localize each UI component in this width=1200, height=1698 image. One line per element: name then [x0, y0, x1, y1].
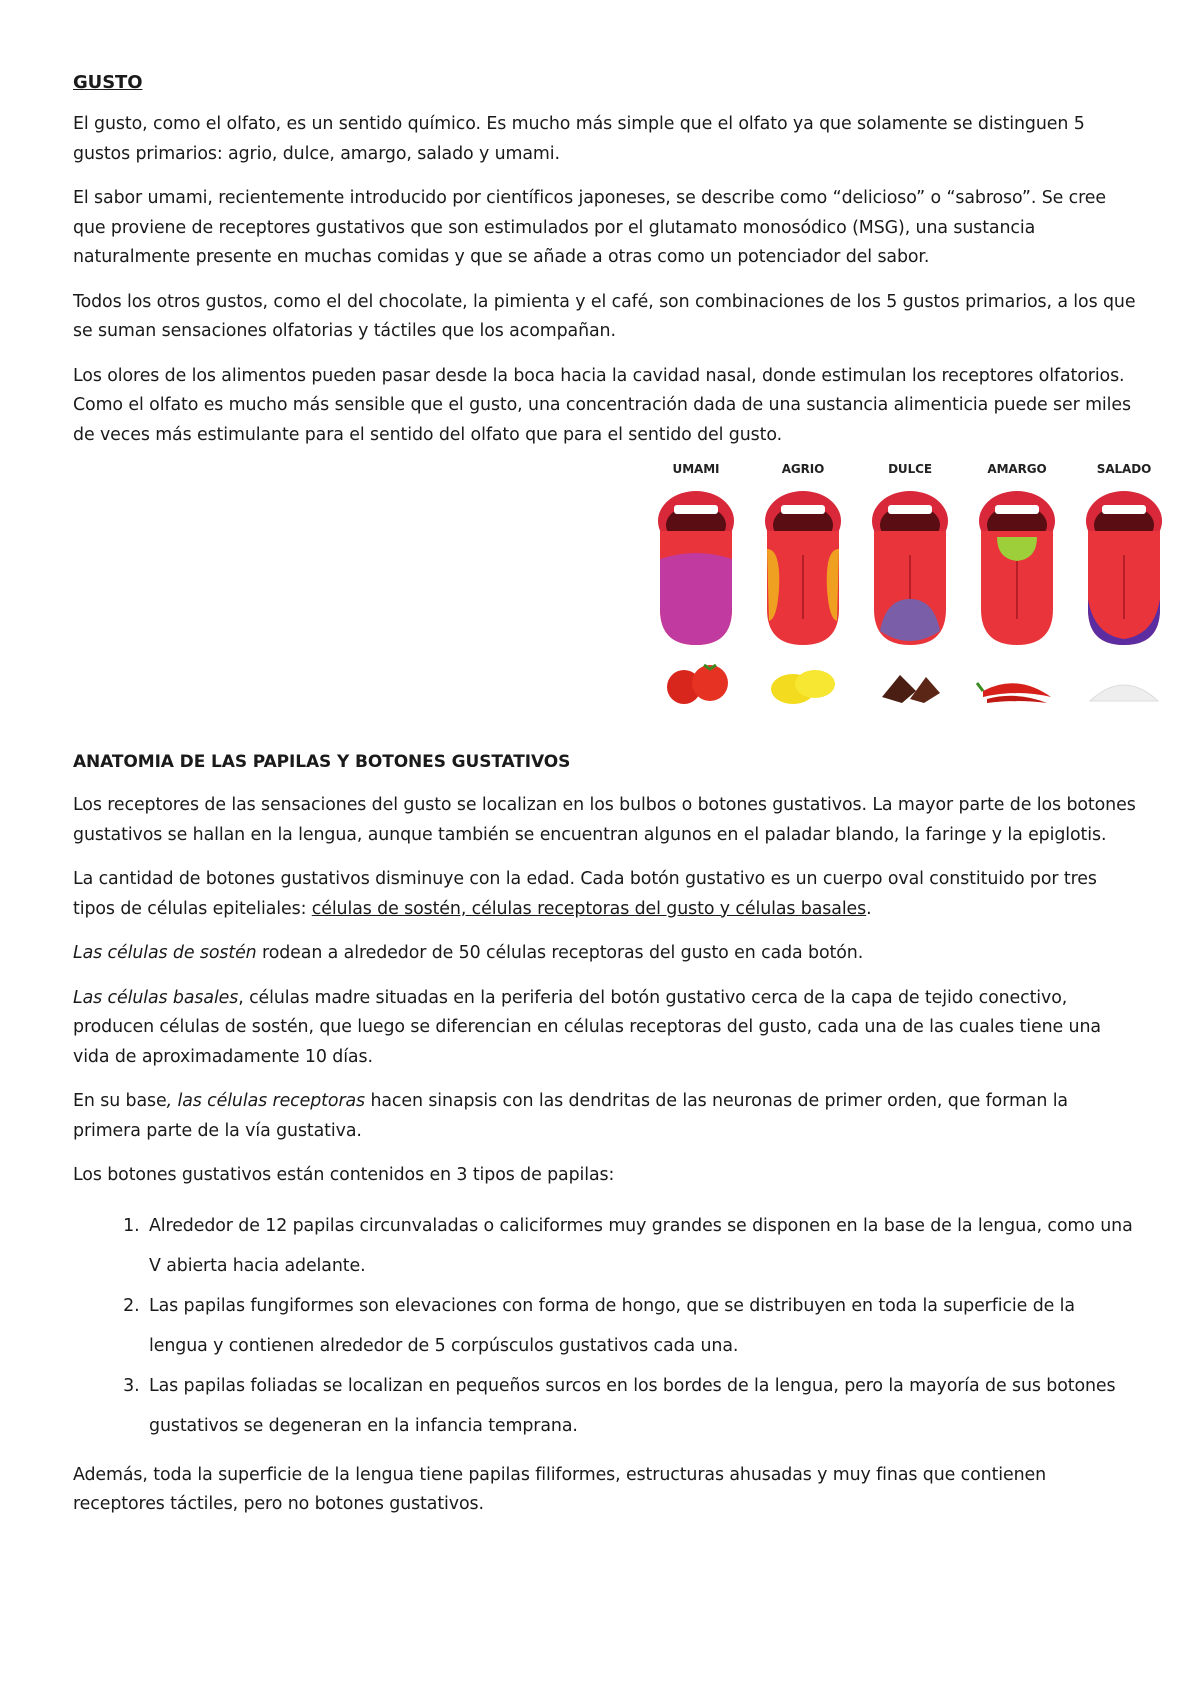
paragraph-other-tastes: Todos los otros gustos, como el del chocolate, la pimienta y el café, son combinaciones de los 5 gustos primarios, a los que se suman sensaciones olfatorias y táctiles que los acompañan. — [73, 291, 1136, 341]
taste-tongue-illustration — [631, 459, 1200, 743]
papillae-list — [73, 1206, 1138, 1446]
teeth — [888, 505, 932, 514]
teeth — [674, 505, 718, 514]
tomato-icon — [667, 665, 728, 704]
teeth — [781, 505, 825, 514]
taste-label: DULCE — [888, 462, 932, 476]
taste-zone — [660, 553, 732, 645]
paragraph-cell-types: La cantidad de botones gustativos disminuye con la edad. Cada botón gustativo es un cuerpo oval constituido por tres tipos de células epiteliales: células de sostén, células receptoras del gusto y células basales. — [73, 869, 1097, 919]
lemon-icon — [771, 670, 835, 704]
teeth — [1102, 505, 1146, 514]
taste-column-salado — [1086, 462, 1162, 701]
document-page — [73, 70, 1152, 1535]
taste-label: UMAMI — [672, 462, 720, 476]
underlined-cell-types: células de sostén, células receptoras del gusto y células basales — [311, 898, 867, 919]
salt-icon — [1090, 685, 1158, 701]
taste-column-amargo — [977, 462, 1055, 703]
taste-column-dulce — [872, 462, 948, 703]
paragraph-smell: Los olores de los alimentos pueden pasar desde la boca hacia la cavidad nasal, donde estimulan los receptores olfatorios. Como el olfato es mucho más sensible que el gusto, una concentración dada de una sustancia alimenticia puede ser miles de veces más estimulante para el sentido del olfato que para el sentido del gusto. — [73, 365, 1131, 445]
list-item: 1. Alrededor de 12 papilas circunvaladas o caliciformes muy grandes se disponen en la base de la lengua, como una V abierta hacia adelante. — [145, 1206, 1138, 1286]
paragraph-basal-cells: Las células basales, células madre situadas en la periferia del botón gustativo cerca de la capa de tejido conectivo, producen células de sostén, que luego se diferencian en células receptoras del gusto, cada una de las cuales tiene una vida de aproximadamente 10 días. — [73, 987, 1101, 1067]
paragraph-filiform: Además, toda la superficie de la lengua tiene papilas filiformes, estructuras ahusadas y muy finas que contienen receptores táctiles, pero no botones gustativos. — [73, 1464, 1047, 1514]
paragraph-support-cells: Las células de sostén rodean a alrededor de 50 células receptoras del gusto en cada botón. — [73, 943, 864, 963]
taste-label: AMARGO — [987, 462, 1047, 476]
list-item: 2. Las papilas fungiformes son elevaciones con forma de hongo, que se distribuyen en toda la superficie de la lengua y contienen alrededor de 5 corpúsculos gustativos cada una. — [145, 1286, 1138, 1366]
chocolate-icon — [882, 675, 940, 703]
taste-label: AGRIO — [781, 462, 825, 476]
taste-column-agrio — [765, 462, 841, 704]
pepper-icon — [977, 683, 1051, 703]
section-title-anatomy: ANATOMIA DE LAS PAPILAS Y BOTONES GUSTATIVOS — [73, 752, 571, 772]
teeth — [995, 505, 1039, 514]
page-title: GUSTO — [73, 72, 143, 93]
paragraph-intro: El gusto, como el olfato, es un sentido químico. Es mucho más simple que el olfato ya que solamente se distinguen 5 gustos primarios: agrio, dulce, amargo, salado y umami. — [73, 114, 1085, 164]
taste-column-umami — [658, 462, 734, 704]
paragraph-receptors: Los receptores de las sensaciones del gusto se localizan en los bulbos o botones gustativos. La mayor parte de los botones gustativos se hallan en la lengua, aunque también se encuentran algunos en el paladar blando, la faringe y la epiglotis. — [73, 795, 1136, 845]
list-item: 3. Las papilas foliadas se localizan en pequeños surcos en los bordes de la lengua, pero la mayoría de sus botones gustativos se degeneran en la infancia temprana. — [145, 1366, 1138, 1446]
paragraph-umami: El sabor umami, recientemente introducido por científicos japoneses, se describe como “delicioso” o “sabroso”. Se cree que proviene de receptores gustativos que son estimulados por el glutamato monosódico (MSG), una sustancia naturalmente presente en muchas comidas y que se añade a otras como un potenciador del sabor. — [73, 188, 1106, 267]
paragraph-receptor-cells: En su base, las células receptoras hacen sinapsis con las dendritas de las neuronas de primer orden, que forman la primera parte de la vía gustativa. — [73, 1091, 1068, 1141]
paragraph-papillae-intro: Los botones gustativos están contenidos en 3 tipos de papilas: — [73, 1165, 615, 1185]
taste-figure-row — [73, 459, 1152, 743]
taste-label: SALADO — [1096, 462, 1152, 476]
